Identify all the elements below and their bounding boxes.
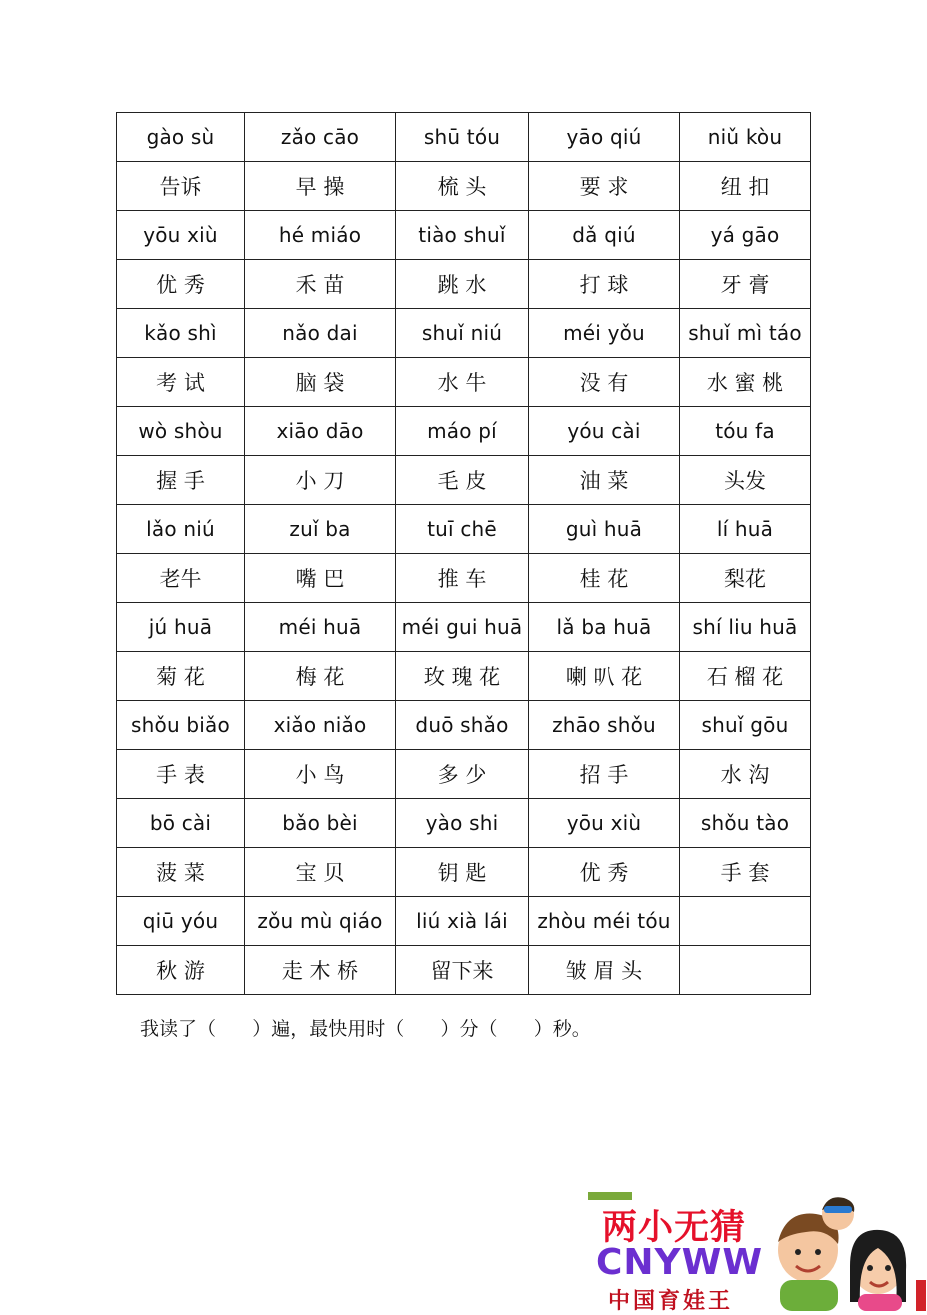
- hanzi-cell: 秋 游: [117, 946, 245, 995]
- pinyin-cell: shuǐ gōu: [680, 701, 811, 750]
- pinyin-cell: niǔ kòu: [680, 113, 811, 162]
- hanzi-cell: [680, 946, 811, 995]
- hanzi-cell: 纽 扣: [680, 162, 811, 211]
- hanzi-cell: 考 试: [117, 358, 245, 407]
- pinyin-cell: shuǐ niú: [396, 309, 529, 358]
- hanzi-row: [117, 554, 811, 603]
- pinyin-row: [117, 603, 811, 652]
- pinyin-cell: máo pí: [396, 407, 529, 456]
- boy-shirt: [780, 1280, 838, 1311]
- hanzi-row: [117, 848, 811, 897]
- pinyin-cell: zhāo shǒu: [529, 701, 680, 750]
- reading-count-label: 我读了（: [140, 1018, 217, 1040]
- pinyin-cell: gào sù: [117, 113, 245, 162]
- hanzi-cell: 桂 花: [529, 554, 680, 603]
- logo-edge-bar: [916, 1280, 926, 1311]
- hanzi-cell: 优 秀: [117, 260, 245, 309]
- pinyin-row: [117, 113, 811, 162]
- pinyin-cell: bǎo bèi: [245, 799, 396, 848]
- pinyin-cell: liú xià lái: [396, 897, 529, 946]
- logo-brand: CNYWW: [596, 1242, 764, 1283]
- pinyin-row: [117, 211, 811, 260]
- logo-subtitle: 中国育娃王: [608, 1289, 734, 1314]
- hanzi-cell: 招 手: [529, 750, 680, 799]
- pinyin-cell: shǒu biǎo: [117, 701, 245, 750]
- hanzi-row: [117, 652, 811, 701]
- pinyin-row: [117, 799, 811, 848]
- hanzi-cell: 打 球: [529, 260, 680, 309]
- hanzi-cell: 毛 皮: [396, 456, 529, 505]
- hanzi-cell: 推 车: [396, 554, 529, 603]
- hanzi-cell: 牙 膏: [680, 260, 811, 309]
- cartoon-kids-illustration: [766, 1192, 926, 1311]
- pinyin-cell: yóu cài: [529, 407, 680, 456]
- vocabulary-table-wrapper: [116, 112, 811, 995]
- hanzi-cell: 梳 头: [396, 162, 529, 211]
- hanzi-cell: 石 榴 花: [680, 652, 811, 701]
- hanzi-row: [117, 260, 811, 309]
- pinyin-cell: lǎ ba huā: [529, 603, 680, 652]
- pinyin-cell: zuǐ ba: [245, 505, 396, 554]
- pinyin-cell: xiǎo niǎo: [245, 701, 396, 750]
- pinyin-cell: zǎo cāo: [245, 113, 396, 162]
- hanzi-cell: 多 少: [396, 750, 529, 799]
- hanzi-row: [117, 162, 811, 211]
- hanzi-cell: 手 表: [117, 750, 245, 799]
- pinyin-row: [117, 897, 811, 946]
- hanzi-cell: 头发: [680, 456, 811, 505]
- pinyin-cell: shí liu huā: [680, 603, 811, 652]
- pinyin-cell: guì huā: [529, 505, 680, 554]
- hanzi-cell: 水 牛: [396, 358, 529, 407]
- hanzi-cell: 小 刀: [245, 456, 396, 505]
- pinyin-cell: shǒu tào: [680, 799, 811, 848]
- girl-shirt: [858, 1294, 902, 1311]
- pinyin-cell: dǎ qiú: [529, 211, 680, 260]
- pinyin-cell: xiāo dāo: [245, 407, 396, 456]
- pinyin-cell: zǒu mù qiáo: [245, 897, 396, 946]
- pinyin-cell: tóu fa: [680, 407, 811, 456]
- pinyin-cell: méi huā: [245, 603, 396, 652]
- pinyin-cell: méi yǒu: [529, 309, 680, 358]
- pinyin-cell: tuī chē: [396, 505, 529, 554]
- hanzi-cell: 小 鸟: [245, 750, 396, 799]
- pinyin-cell: wò shòu: [117, 407, 245, 456]
- pinyin-cell: tiào shuǐ: [396, 211, 529, 260]
- hanzi-cell: 菊 花: [117, 652, 245, 701]
- pinyin-cell: shuǐ mì táo: [680, 309, 811, 358]
- pinyin-cell: yōu xiù: [117, 211, 245, 260]
- pinyin-cell: bō cài: [117, 799, 245, 848]
- pinyin-cell: yào shi: [396, 799, 529, 848]
- hanzi-cell: 菠 菜: [117, 848, 245, 897]
- reading-record-line: [140, 1014, 591, 1041]
- hanzi-cell: 老牛: [117, 554, 245, 603]
- hanzi-row: [117, 750, 811, 799]
- seconds-label: ）秒。: [533, 1018, 591, 1040]
- pinyin-cell: duō shǎo: [396, 701, 529, 750]
- pinyin-row: [117, 407, 811, 456]
- pinyin-cell: yá gāo: [680, 211, 811, 260]
- pinyin-row: [117, 505, 811, 554]
- pinyin-cell: kǎo shì: [117, 309, 245, 358]
- pinyin-cell: [680, 897, 811, 946]
- hanzi-cell: 手 套: [680, 848, 811, 897]
- hanzi-cell: 水 蜜 桃: [680, 358, 811, 407]
- pinyin-cell: yōu xiù: [529, 799, 680, 848]
- brand-logo: [588, 1192, 927, 1314]
- hanzi-cell: 皱 眉 头: [529, 946, 680, 995]
- hanzi-cell: 梨花: [680, 554, 811, 603]
- fastest-time-label: ）遍，最快用时（: [252, 1018, 405, 1040]
- hanzi-cell: 油 菜: [529, 456, 680, 505]
- pinyin-cell: lí huā: [680, 505, 811, 554]
- hanzi-row: [117, 358, 811, 407]
- hanzi-cell: 嘴 巴: [245, 554, 396, 603]
- pinyin-cell: jú huā: [117, 603, 245, 652]
- pinyin-cell: hé miáo: [245, 211, 396, 260]
- hanzi-row: [117, 456, 811, 505]
- hanzi-cell: 留下来: [396, 946, 529, 995]
- hanzi-cell: 没 有: [529, 358, 680, 407]
- hanzi-cell: 水 沟: [680, 750, 811, 799]
- hanzi-cell: 告诉: [117, 162, 245, 211]
- hanzi-cell: 喇 叭 花: [529, 652, 680, 701]
- pinyin-cell: yāo qiú: [529, 113, 680, 162]
- hanzi-cell: 禾 苗: [245, 260, 396, 309]
- hanzi-cell: 优 秀: [529, 848, 680, 897]
- hanzi-cell: 梅 花: [245, 652, 396, 701]
- pinyin-cell: lǎo niú: [117, 505, 245, 554]
- pinyin-cell: méi gui huā: [396, 603, 529, 652]
- pinyin-cell: zhòu méi tóu: [529, 897, 680, 946]
- hanzi-cell: 走 木 桥: [245, 946, 396, 995]
- hanzi-row: [117, 946, 811, 995]
- pinyin-row: [117, 701, 811, 750]
- pinyin-cell: shū tóu: [396, 113, 529, 162]
- vocabulary-table-body: [117, 113, 811, 995]
- hanzi-cell: 玫 瑰 花: [396, 652, 529, 701]
- hanzi-cell: 宝 贝: [245, 848, 396, 897]
- hanzi-cell: 跳 水: [396, 260, 529, 309]
- hanzi-cell: 早 操: [245, 162, 396, 211]
- hanzi-cell: 钥 匙: [396, 848, 529, 897]
- hanzi-cell: 脑 袋: [245, 358, 396, 407]
- hanzi-cell: 握 手: [117, 456, 245, 505]
- hanzi-cell: 要 求: [529, 162, 680, 211]
- minutes-label: ）分（: [440, 1018, 498, 1040]
- logo-accent-bar: [588, 1192, 632, 1200]
- logo-title: 两小无猜: [602, 1208, 747, 1248]
- pinyin-cell: qiū yóu: [117, 897, 245, 946]
- toddler-goggles: [824, 1206, 852, 1213]
- vocabulary-table: [116, 112, 811, 995]
- pinyin-cell: nǎo dai: [245, 309, 396, 358]
- pinyin-row: [117, 309, 811, 358]
